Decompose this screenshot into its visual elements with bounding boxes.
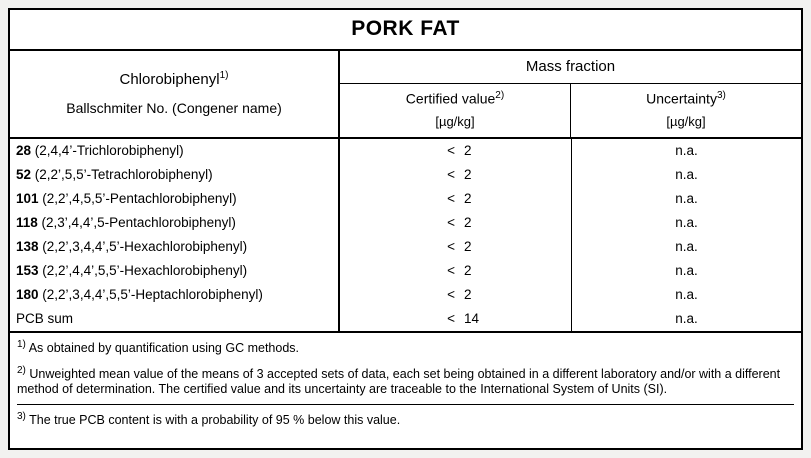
table-row (10, 259, 801, 283)
value-operator: < (447, 215, 455, 231)
table-row-sum (10, 307, 801, 331)
uncertainty-cell: n.a. (675, 215, 698, 231)
certified-value-cell (340, 259, 572, 283)
value-operator: < (447, 143, 455, 159)
table-row (10, 139, 801, 163)
header-chlorobiphenyl (120, 70, 229, 88)
ballschmiter-number: 101 (16, 191, 39, 207)
congener-name-cell (10, 163, 340, 187)
header-chlorobiphenyl-label: Chlorobiphenyl (119, 70, 220, 88)
footnote-2 (17, 363, 794, 397)
uncertainty-cell: n.a. (675, 143, 698, 159)
header-uncertainty-title (571, 90, 801, 107)
table-body (10, 139, 801, 333)
header-uncertainty (571, 84, 801, 137)
footnote-1-marker: 1) (17, 338, 26, 350)
value-operator: < (447, 287, 455, 303)
value-operator: < (447, 239, 455, 255)
table-title-row (10, 10, 801, 51)
footnote-1 (17, 337, 794, 356)
table-header (10, 51, 801, 139)
certificate-table (8, 8, 803, 450)
footnote-3 (17, 409, 794, 428)
header-ballschmiter-label: Ballschmiter No. (Congener name) (66, 99, 282, 116)
ballschmiter-number: 138 (16, 239, 39, 255)
congener-name: (2,4,4’-Trichlorobiphenyl) (34, 143, 184, 159)
ballschmiter-number: 28 (16, 143, 32, 159)
value-operator: < (447, 311, 455, 327)
value-number: 2 (464, 167, 472, 183)
certified-value-cell (340, 211, 572, 235)
congener-name: (2,2’,4,4’,5,5’-Hexachlorobiphenyl) (42, 263, 248, 279)
footnote-divider (17, 404, 794, 405)
ballschmiter-number: 118 (16, 215, 38, 231)
uncertainty-cell: n.a. (675, 287, 698, 303)
page-title: PORK FAT (351, 17, 460, 40)
congener-name: (2,2’,4,5,5’-Pentachlorobiphenyl) (42, 191, 237, 207)
value-number: 2 (464, 143, 472, 159)
uncertainty-cell: n.a. (675, 311, 698, 327)
header-analyte-column (10, 51, 340, 137)
table-row (10, 235, 801, 259)
congener-name: PCB sum (16, 311, 74, 327)
congener-name-cell (10, 283, 340, 307)
footnote-3-marker: 3) (17, 410, 26, 422)
footnote-2-marker: 2) (17, 364, 26, 376)
footnote-3-text: The true PCB content is with a probability of 95 % below this value. (25, 413, 401, 428)
congener-name: (2,2’,5,5’-Tetrachlorobiphenyl) (34, 167, 213, 183)
uncertainty-cell: n.a. (675, 239, 698, 255)
footnotes (10, 333, 801, 448)
congener-name: (2,2’,3,4,4’,5’-Hexachlorobiphenyl) (42, 239, 248, 255)
header-certified-value (340, 84, 571, 137)
footnote-ref-2: 2) (495, 90, 505, 101)
header-mass-fraction-label: Mass fraction (340, 51, 801, 84)
uncertainty-cell: n.a. (675, 263, 698, 279)
congener-name-cell (10, 307, 340, 331)
ballschmiter-number: 153 (16, 263, 39, 279)
value-number: 2 (464, 191, 472, 207)
footnote-1-text: As obtained by quantification using GC methods. (25, 340, 299, 355)
header-certified-value-label: Certified value (405, 90, 496, 107)
ballschmiter-number: 180 (16, 287, 39, 303)
uncertainty-cell: n.a. (675, 191, 698, 207)
congener-name: (2,2’,3,4,4’,5,5’-Heptachlorobiphenyl) (42, 287, 263, 303)
certified-value-cell (340, 163, 572, 187)
congener-name: (2,3’,4,4’,5-Pentachlorobiphenyl) (41, 215, 236, 231)
header-certified-value-unit: [µg/kg] (435, 113, 475, 129)
congener-name-cell (10, 211, 340, 235)
value-operator: < (447, 191, 455, 207)
footnote-ref-3: 3) (716, 90, 726, 101)
value-number: 2 (464, 215, 472, 231)
value-operator: < (447, 167, 455, 183)
header-mass-fraction-group (340, 51, 801, 137)
table-row (10, 283, 801, 307)
value-number: 2 (464, 263, 472, 279)
certified-value-cell (340, 283, 572, 307)
value-number: 2 (464, 287, 472, 303)
congener-name-cell (10, 259, 340, 283)
congener-name-cell (10, 235, 340, 259)
header-subcolumns (340, 84, 801, 137)
congener-name-cell (10, 139, 340, 163)
certified-value-cell (340, 139, 572, 163)
header-uncertainty-unit: [µg/kg] (666, 113, 706, 129)
certified-value-cell (340, 307, 572, 331)
table-row (10, 211, 801, 235)
header-uncertainty-label: Uncertainty (646, 90, 717, 107)
value-number: 14 (464, 311, 480, 327)
congener-name-cell (10, 187, 340, 211)
uncertainty-cell: n.a. (675, 167, 698, 183)
ballschmiter-number: 52 (16, 167, 32, 183)
value-operator: < (447, 263, 455, 279)
footnote-2-text: Unweighted mean value of the means of 3 accepted sets of data, each set being obtained in a different laboratory and/or with a different method of determination. The certified value and its uncertainty are traceable to the International System of Units (SI). (17, 366, 781, 396)
table-row (10, 163, 801, 187)
certified-value-cell (340, 235, 572, 259)
footnote-ref-1: 1) (219, 69, 229, 81)
table-row (10, 187, 801, 211)
certified-value-cell (340, 187, 572, 211)
value-number: 2 (464, 239, 472, 255)
header-certified-value-title (340, 90, 570, 107)
